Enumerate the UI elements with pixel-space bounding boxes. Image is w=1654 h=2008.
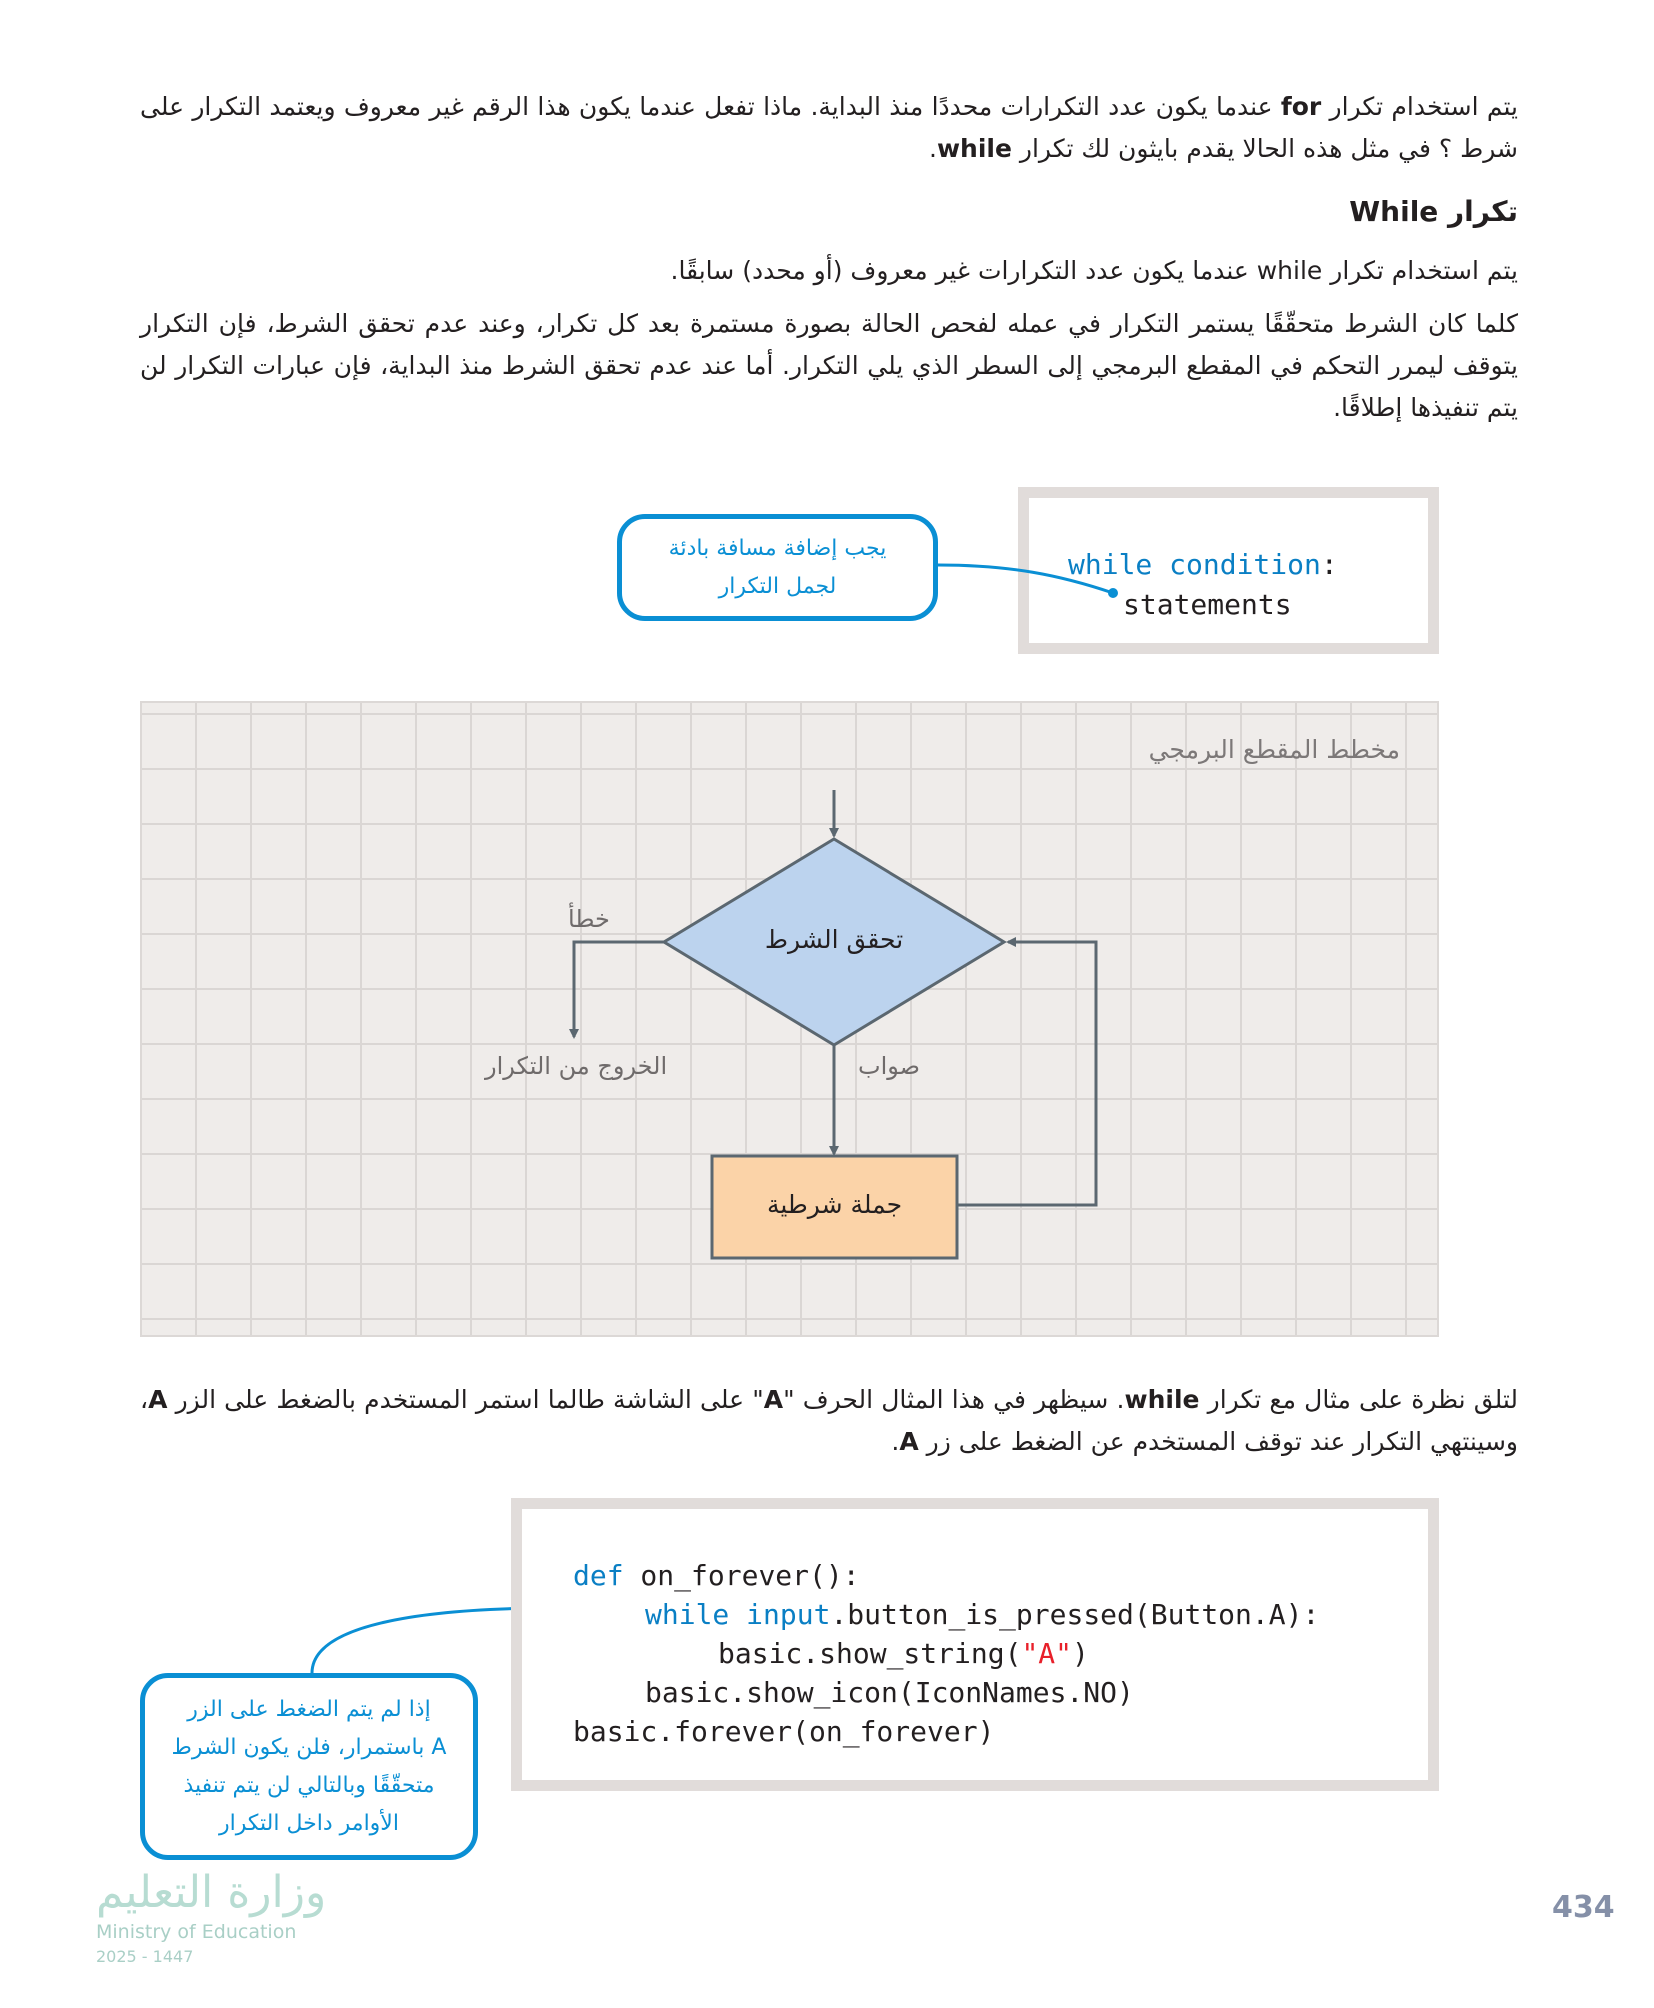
logo-english: Ministry of Education [96,1921,297,1943]
code-line [718,1637,1089,1670]
code-line [645,1598,1319,1631]
exit-label: الخروج من التكرار [485,1052,668,1080]
true-label: صواب [858,1052,921,1080]
page-number: 434 [1552,1890,1615,1925]
callout-line: لجمل التكرار [718,573,837,599]
flowchart-title: مخطط المقطع البرمجي [1148,735,1400,764]
text: . سيظهر في هذا المثال الحرف " [783,1385,1125,1414]
example-code-box [511,1498,1439,1791]
text: لتلق نظرة على مثال مع تكرار [1199,1385,1519,1414]
false-label: خطأ [568,905,610,933]
code-text: .button_is_pressed(Button.A): [830,1598,1320,1631]
code-text: ) [1072,1637,1089,1670]
logo-arabic: وزارة التعليم [96,1867,327,1918]
code-keyword: input [746,1598,831,1631]
keyword-while: while [936,134,1012,163]
callout-line: A باستمرار، فلن يكون الشرط [171,1734,447,1760]
callout-line: الأوامر داخل التكرار [219,1810,399,1836]
decision-label: تحقق الشرط [764,925,904,954]
code-text: : [1320,548,1338,581]
callout-line: إذا لم يتم الضغط على الزر [187,1696,431,1722]
callout-line: يجب إضافة مسافة بادئة [668,535,887,561]
code-keyword: while condition [1068,548,1321,581]
text: عندما يكون عدد التكرارات محددًا منذ البداية. ماذا تفعل عندما يكون هذا الرقم غير معروف ويعتمد التكرار على شرط ؟ في مثل هذه الحالا يقدم بايثون لك تكرار [140,92,1518,163]
process-label: جملة شرطية [766,1190,903,1219]
button-callout [140,1673,478,1860]
code-string: "A" [1021,1637,1073,1670]
code-text: basic.show_string( [718,1637,1022,1670]
letter-a: A [148,1385,168,1414]
letter-a: A [899,1427,919,1456]
text: " على الشاشة طالما استمر المستخدم بالضغط على الزر [167,1385,764,1414]
callout-line: متحقّقًا وبالتالي لن يتم تنفيذ [183,1772,435,1798]
text: يتم استخدام تكرار [1321,92,1518,121]
example-intro-paragraph [140,1379,1518,1463]
code-line: basic.show_icon(IconNames.NO) [645,1676,1134,1709]
code-keyword: def [573,1559,624,1592]
letter-a: A [763,1385,784,1414]
code-line: basic.forever(on_forever) [573,1715,995,1748]
keyword-for: for [1280,92,1322,121]
syntax-connector [938,565,1113,593]
ministry-logo [96,1866,326,1968]
code-keyword: while [645,1598,730,1631]
keyword-while: while [1124,1385,1200,1414]
code-line: statements [1123,588,1292,621]
connector-dot [1108,588,1118,598]
section-heading: تكرار While [1349,195,1518,228]
text: . [891,1427,900,1456]
definition-paragraph: يتم استخدام تكرار while عندما يكون عدد التكرارات غير معروف (أو محدد) سابقًا. [670,256,1518,285]
code-text: on_forever(): [623,1559,860,1592]
code-line [573,1559,860,1592]
loop-back-arrow [957,942,1096,1205]
text: ، وسينتهي التكرار عند توقف المستخدم عن الضغط على زر [140,1385,1518,1456]
false-arrow [574,942,664,1037]
explanation-paragraph: كلما كان الشرط متحقّقًا يستمر التكرار في عمله لفحص الحالة بصورة مستمرة بعد كل تكرار، وعند عدم تحقق الشرط، فإن التكرار يتوقف ليمرر التحكم في المقطع البرمجي إلى السطر الذي يلي التكرار. أما عند عدم تحقق الشرط منذ البداية، فإن عبارات التكرار لن يتم تنفيذها إطلاقًا. [140,309,1518,422]
text: . [928,134,937,163]
year-label: 2025 - 1447 [96,1947,194,1966]
